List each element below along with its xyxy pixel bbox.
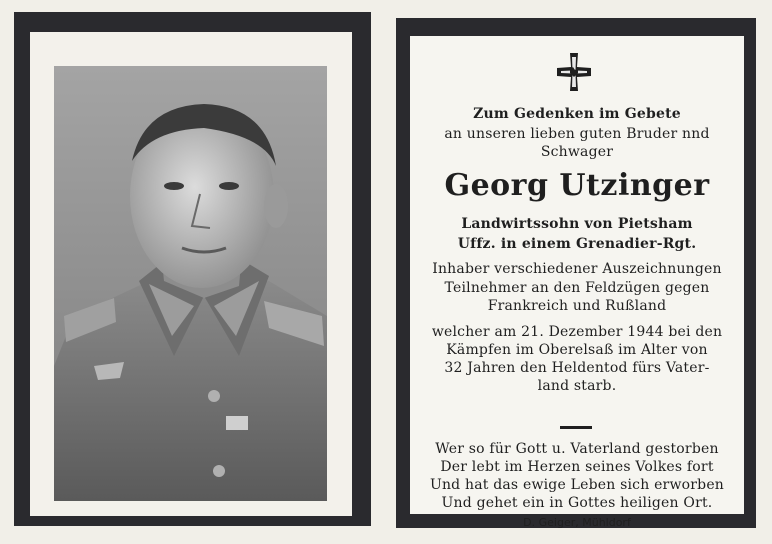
iron-cross-icon: [553, 51, 595, 93]
printer-credit: D. Geiger, Mühldorf: [523, 516, 631, 529]
death-text-line: welcher am 21. Dezember 1944 bei den: [431, 324, 723, 340]
text-frame: [396, 18, 756, 528]
photo-frame: [14, 12, 371, 526]
death-text-line: Kämpfen im Oberelsaß im Alter von: [446, 342, 708, 358]
death-text-line: 32 Jahren den Heldentod fürs Vater-: [444, 360, 710, 376]
dedication-heading: Zum Gedenken im Gebete: [473, 106, 681, 122]
rank-line: Uffz. in einem Grenadier-Rgt.: [457, 236, 697, 252]
photo-mat: [30, 32, 352, 516]
verse-line: Und hat das ewige Leben sich erworben: [429, 477, 725, 493]
text-panel: [410, 36, 744, 529]
origin-line: Landwirtssohn von Pietsham: [461, 216, 693, 232]
verse-line: Und gehet ein in Gottes heiligen Ort.: [441, 495, 713, 511]
portrait-photo: [54, 66, 327, 501]
death-text-line: land starb.: [537, 378, 617, 394]
portrait-illustration: [54, 66, 327, 501]
deceased-name: Georg Utzinger: [444, 168, 710, 203]
awards-line: Inhaber verschiedener Auszeichnungen: [432, 261, 722, 277]
campaigns-line: Teilnehmer an den Feldzügen gegen: [444, 280, 710, 296]
verse-line: Wer so für Gott u. Vaterland gestorben: [435, 441, 719, 457]
dedication-line: Schwager: [540, 144, 614, 160]
divider-rule: [560, 426, 592, 429]
campaigns-line: Frankreich und Rußland: [487, 298, 667, 314]
dedication-line: an unseren lieben guten Bruder nnd: [444, 126, 710, 142]
verse-line: Der lebt im Herzen seines Volkes fort: [440, 459, 714, 475]
